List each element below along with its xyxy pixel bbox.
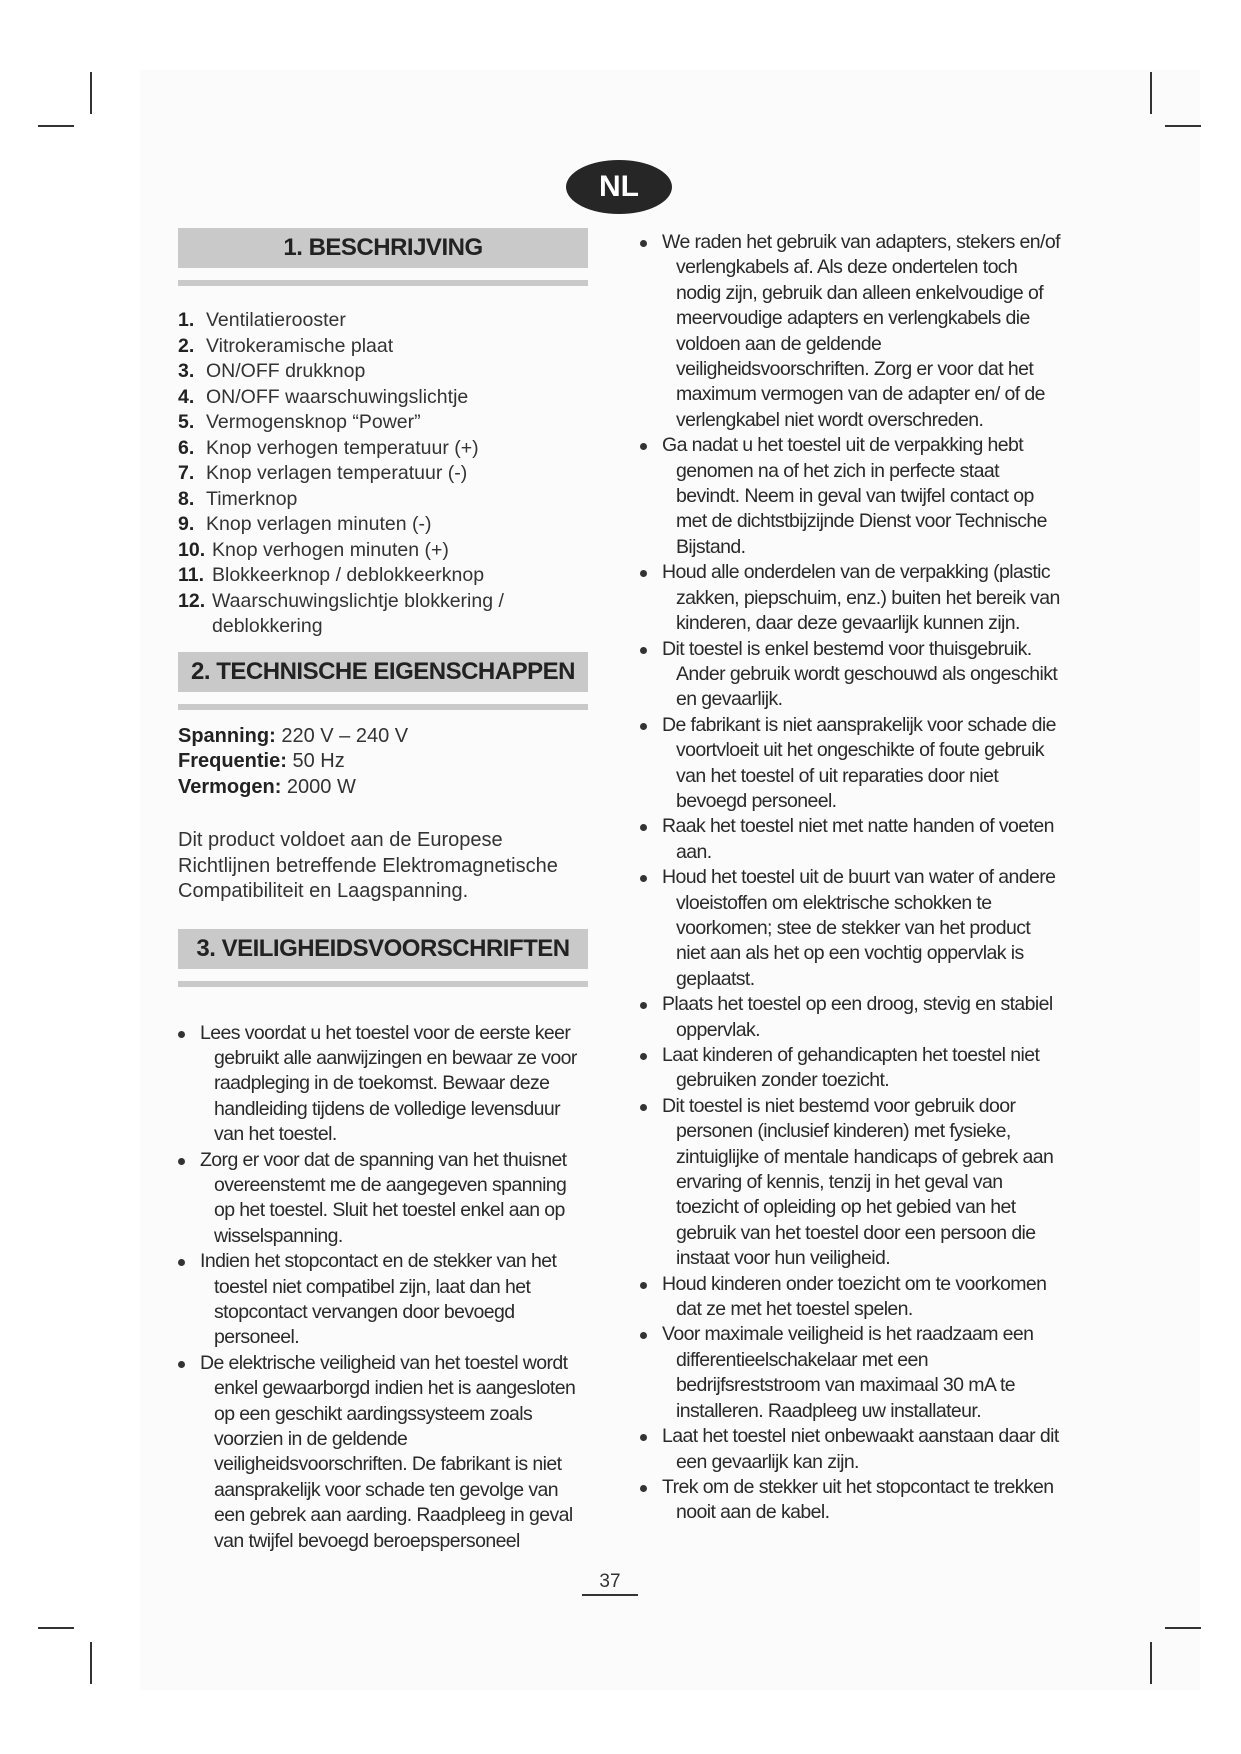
safety-bullet: Dit toestel is niet bestemd voor gebruik door personen (inclusief kinderen) met fysieke, zintuiglijke of mentale handicaps of gebrek aan ervaring of kennis, tenzij in het geval van toezicht of opleiding op het gebied van het gebruik van het toestel door een persoon die instaat voor hun veiligheid. [640, 1094, 1060, 1272]
safety-bullet: Lees voordat u het toestel voor de eerste keer gebruikt alle aanwijzingen en bewaar ze voor raadpleging in de toekomst. Bewaar deze handleiding tijdens de volledige levensduur van het toestel. [178, 1021, 588, 1148]
item-text: ON/OFF waarschuwingslichtje [206, 385, 469, 408]
parts-list-item [178, 334, 588, 360]
safety-bullet: De fabrikant is niet aansprakelijk voor schade die voortvloeit uit het ongeschikte of foute gebruik van het toestel of uit reparaties door niet bevoegd personeel. [640, 713, 1060, 815]
safety-bullet: Houd het toestel uit de buurt van water of andere vloeistoffen om elektrische schokken te voorkomen; stee de stekker van het product niet aan als het op een vochtig oppervlak is geplaatst. [640, 865, 1060, 992]
item-text: Ventilatierooster [206, 309, 346, 331]
item-number: 6. [178, 436, 195, 459]
item-text: Waarschuwingslichtje blokkering / deblokkering [212, 589, 504, 637]
item-number: 10. [178, 538, 206, 561]
parts-list-item [178, 436, 588, 462]
item-number: 9. [178, 513, 195, 535]
parts-list-item [178, 563, 588, 589]
parts-list-item [178, 385, 588, 411]
crop-mark [38, 1627, 74, 1629]
item-text: Timerknop [206, 487, 298, 510]
right-column [640, 230, 1060, 1526]
safety-bullet: Houd kinderen onder toezicht om te voorkomen dat ze met het toestel spelen. [640, 1272, 1060, 1323]
page-number: 37 [582, 1570, 638, 1596]
section-title-beschrijving: 1. BESCHRIJVING [178, 228, 588, 268]
safety-bullet: Houd alle onderdelen van de verpakking (plastic zakken, piepschuim, enz.) buiten het bereik van kinderen, daar deze gevaarlijk kunnen zijn. [640, 560, 1060, 636]
parts-list-item [178, 461, 588, 487]
parts-list-item [178, 487, 588, 513]
item-text: ON/OFF drukknop [206, 360, 366, 382]
compliance-text: Dit product voldoet aan de Europese Richtlijnen betreffende Elektromagnetische Compatibiliteit en Laagspanning. [178, 829, 558, 902]
spec-row [178, 749, 588, 775]
crop-mark [38, 125, 74, 127]
item-number: 4. [178, 385, 195, 408]
item-text: Knop verlagen temperatuur (-) [206, 462, 468, 484]
crop-mark [1165, 1627, 1201, 1629]
language-badge: NL [566, 160, 672, 214]
spec-label: Spanning: [178, 724, 276, 747]
item-number: 3. [178, 360, 195, 382]
spec-row [178, 775, 588, 801]
parts-list-item [178, 538, 588, 564]
parts-list-item [178, 512, 588, 538]
spec-label: Vermogen: [178, 775, 282, 798]
left-column [178, 228, 588, 1554]
safety-bullet: Voor maximale veiligheid is het raadzaam een differentieelschakelaar met een bedrijfsreststroom van maximaal 30 mA te installeren. Raadpleeg uw installateur. [640, 1322, 1060, 1424]
parts-list-item [178, 308, 588, 334]
safety-bullet: Zorg er voor dat de spanning van het thuisnet overeenstemt me de aangegeven spanning op het toestel. Sluit het toestel enkel aan op wisselspanning. [178, 1148, 588, 1250]
crop-mark [1150, 1642, 1152, 1684]
section-rule [178, 981, 588, 987]
safety-bullet: Indien het stopcontact en de stekker van het toestel niet compatibel zijn, laat dan het stopcontact vervangen door bevoegd personeel. [178, 1249, 588, 1351]
safety-bullet: We raden het gebruik van adapters, stekers en/of verlengkabels af. Als deze ondertelen toch nodig zijn, gebruik dan alleen enkelvoudige of meervoudige adapters en verlengkabels die voldoen aan de geldende veiligheidsvoorschriften. Zorg er voor dat het maximum vermogen van de adapter en/ of de verlengkabel niet wordt overschreden. [640, 230, 1060, 433]
spec-value: 220 V – 240 V [281, 724, 409, 747]
safety-list-left [178, 1021, 588, 1555]
item-number: 12. [178, 589, 206, 612]
item-number: 11. [178, 564, 205, 586]
safety-bullet: Trek om de stekker uit het stopcontact te trekken nooit aan de kabel. [640, 1475, 1060, 1526]
section-title-technische-eigenschappen: 2. TECHNISCHE EIGENSCHAPPEN [178, 652, 588, 692]
section-rule [178, 280, 588, 286]
parts-list-item [178, 410, 588, 436]
spec-label: Frequentie: [178, 750, 287, 772]
safety-bullet: Raak het toestel niet met natte handen of voeten aan. [640, 814, 1060, 865]
safety-list-right [640, 230, 1060, 1526]
item-text: Knop verhogen temperatuur (+) [206, 436, 479, 459]
specs-block [178, 724, 588, 801]
spec-row [178, 724, 588, 750]
safety-bullet: Plaats het toestel op een droog, stevig en stabiel oppervlak. [640, 992, 1060, 1043]
item-number: 2. [178, 334, 195, 357]
item-number: 5. [178, 411, 195, 433]
item-text: Knop verlagen minuten (-) [206, 513, 432, 535]
safety-bullet: Ga nadat u het toestel uit de verpakking hebt genomen na of het zich in perfecte staat bevindt. Neem in geval van twijfel contact op met de dichtstbijzijnde Dienst voor Technische Bijstand. [640, 433, 1060, 560]
item-text: Knop verhogen minuten (+) [212, 538, 449, 561]
parts-list-item [178, 589, 588, 640]
crop-mark [90, 72, 92, 114]
parts-list [178, 308, 588, 640]
item-number: 8. [178, 487, 195, 510]
crop-mark [90, 1642, 92, 1684]
item-text: Vitrokeramische plaat [206, 334, 394, 357]
crop-mark [1150, 72, 1152, 114]
crop-mark [1165, 125, 1201, 127]
item-text: Vermogensknop “Power” [206, 411, 421, 433]
spec-value: 2000 W [286, 775, 356, 798]
safety-bullet: Laat het toestel niet onbewaakt aanstaan daar dit een gevaarlijk kan zijn. [640, 1424, 1060, 1475]
section-rule [178, 704, 588, 710]
item-number: 7. [178, 462, 195, 484]
safety-bullet: Dit toestel is enkel bestemd voor thuisgebruik. Ander gebruik wordt geschouwd als ongeschikt en gevaarlijk. [640, 637, 1060, 713]
section-title-veiligheidsvoorschriften: 3. VEILIGHEIDSVOORSCHRIFTEN [178, 929, 588, 969]
item-text: Blokkeerknop / deblokkeerknop [212, 564, 485, 586]
safety-bullet: De elektrische veiligheid van het toestel wordt enkel gewaarborgd indien het is aangesloten op een geschikt aardingssysteem zoals voorzien in de geldende veiligheidsvoorschriften. De fabrikant is niet aansprakelijk voor schade ten gevolge van een gebrek aan aarding. Raadpleeg in geval van twijfel bevoegd beroepspersoneel [178, 1351, 588, 1554]
spec-value: 50 Hz [292, 750, 345, 772]
item-number: 1. [178, 309, 195, 331]
parts-list-item [178, 359, 588, 385]
safety-bullet: Laat kinderen of gehandicapten het toestel niet gebruiken zonder toezicht. [640, 1043, 1060, 1094]
